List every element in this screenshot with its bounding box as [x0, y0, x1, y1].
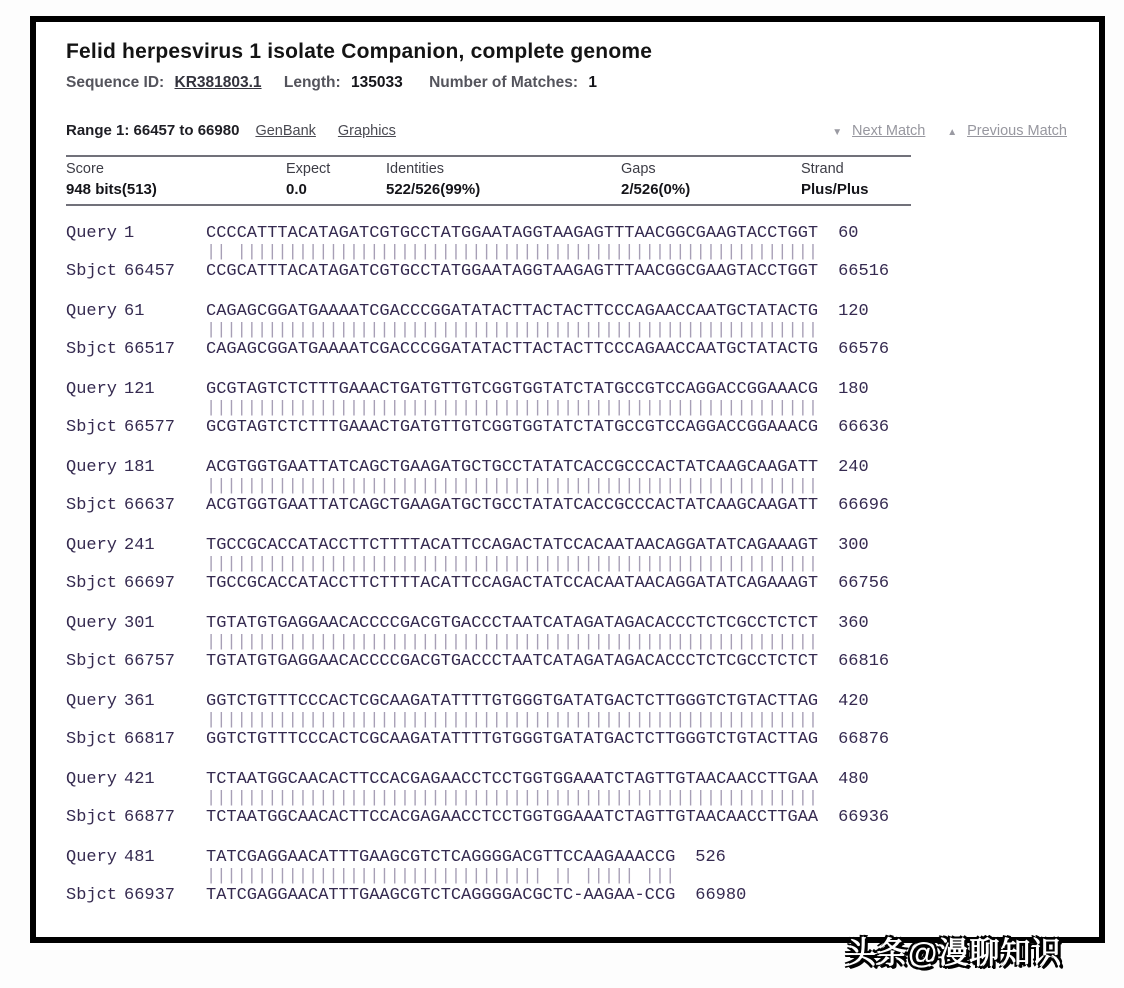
- match-line: ||||||||||||||||||||||||||||||||| || ||||| |||: [206, 867, 676, 886]
- subject-start: 66457: [124, 262, 176, 281]
- query-sequence: GCGTAGTCTCTTTGAAACTGATGTTGTCGGTGGTATCTATGCCGTCCAGGACCGGAAACG: [206, 380, 819, 399]
- gaps-label: Gaps: [621, 161, 656, 177]
- match-row: [66, 321, 1071, 340]
- alignment-block: [66, 770, 1071, 827]
- alignment-block: [66, 302, 1071, 359]
- subject-row: [66, 262, 1071, 281]
- previous-match-link[interactable]: Previous Match: [967, 123, 1067, 139]
- subject-end: 66816: [838, 652, 890, 671]
- subject-row: [66, 730, 1071, 749]
- query-sequence: TGTATGTGAGGAACACCCCGACGTGACCCTAATCATAGATAGACACCCTCTCGCCTCTCT: [206, 614, 819, 633]
- score-value: 948 bits(513): [66, 181, 157, 198]
- query-sequence: TATCGAGGAACATTTGAAGCGTCTCAGGGGACGTTCCAAGAAACCG: [206, 848, 676, 867]
- identities-label: Identities: [386, 161, 445, 177]
- query-end: 526: [695, 848, 726, 867]
- subject-sequence: GCGTAGTCTCTTTGAAACTGATGTTGTCGGTGGTATCTATGCCGTCCAGGACCGGAAACG: [206, 418, 819, 437]
- query-sequence: TGCCGCACCATACCTTCTTTTACATTCCAGACTATCCACAATAACAGGATATCAGAAAGT: [206, 536, 819, 555]
- subject-end: 66756: [838, 574, 890, 593]
- query-label: Query: [66, 302, 118, 321]
- query-start: 481: [124, 848, 155, 867]
- match-row: [66, 555, 1071, 574]
- sequence-id-label: Sequence ID:: [66, 74, 165, 91]
- match-line: ||||||||||||||||||||||||||||||||||||||||||||||||||||||||||||: [206, 555, 819, 574]
- subject-sequence: CCGCATTTACATAGATCGTGCCTATGGAATAGGTAAGAGTTTAACGGCGAAGTACCTGGT: [206, 262, 819, 281]
- alignment-blocks: [66, 224, 1071, 905]
- alignment-block: [66, 380, 1071, 437]
- subject-start: 66517: [124, 340, 176, 359]
- subject-label: Sbjct: [66, 340, 118, 359]
- subject-row: [66, 574, 1071, 593]
- subject-end: 66696: [838, 496, 890, 515]
- score-label: Score: [66, 161, 104, 177]
- query-start: 181: [124, 458, 155, 477]
- subject-sequence: TGTATGTGAGGAACACCCCGACGTGACCCTAATCATAGATAGACACCCTCTCGCCTCTCT: [206, 652, 819, 671]
- match-line: ||||||||||||||||||||||||||||||||||||||||||||||||||||||||||||: [206, 399, 819, 418]
- query-sequence: ACGTGGTGAATTATCAGCTGAAGATGCTGCCTATATCACCGCCCACTATCAAGCAAGATT: [206, 458, 819, 477]
- query-start: 421: [124, 770, 155, 789]
- subject-start: 66637: [124, 496, 176, 515]
- subject-sequence: GGTCTGTTTCCCACTCGCAAGATATTTTGTGGGTGATATGACTCTTGGGTCTGTACTTAG: [206, 730, 819, 749]
- subject-end: 66636: [838, 418, 890, 437]
- subject-start: 66877: [124, 808, 176, 827]
- query-row: [66, 614, 1071, 633]
- match-row: [66, 399, 1071, 418]
- next-match-link[interactable]: Next Match: [852, 123, 926, 139]
- subject-label: Sbjct: [66, 418, 118, 437]
- subject-end: 66980: [695, 886, 747, 905]
- query-end: 480: [838, 770, 869, 789]
- length-value: 135033: [351, 74, 403, 91]
- query-sequence: GGTCTGTTTCCCACTCGCAAGATATTTTGTGGGTGATATGACTCTTGGGTCTGTACTTAG: [206, 692, 819, 711]
- subject-start: 66577: [124, 418, 176, 437]
- match-row: [66, 711, 1071, 730]
- query-end: 120: [838, 302, 869, 321]
- query-row: [66, 458, 1071, 477]
- query-row: [66, 224, 1071, 243]
- alignment-block: [66, 458, 1071, 515]
- alignment-block: [66, 614, 1071, 671]
- subject-end: 66936: [838, 808, 890, 827]
- matches-value: 1: [588, 74, 597, 91]
- query-label: Query: [66, 614, 118, 633]
- subject-end: 66876: [838, 730, 890, 749]
- query-start: 241: [124, 536, 155, 555]
- match-line: ||||||||||||||||||||||||||||||||||||||||||||||||||||||||||||: [206, 633, 819, 652]
- subject-sequence: ACGTGGTGAATTATCAGCTGAAGATGCTGCCTATATCACCGCCCACTATCAAGCAAGATT: [206, 496, 819, 515]
- subject-end: 66516: [838, 262, 890, 281]
- alignment-block: [66, 848, 1071, 905]
- query-label: Query: [66, 536, 118, 555]
- query-end: 300: [838, 536, 869, 555]
- subject-label: Sbjct: [66, 886, 118, 905]
- query-label: Query: [66, 848, 118, 867]
- graphics-link[interactable]: Graphics: [337, 123, 396, 139]
- subject-sequence: TATCGAGGAACATTTGAAGCGTCTCAGGGGACGCTC-AAGAA-CCG: [206, 886, 676, 905]
- expect-value: 0.0: [286, 181, 307, 198]
- subject-start: 66697: [124, 574, 176, 593]
- query-start: 361: [124, 692, 155, 711]
- strand-label: Strand: [801, 161, 844, 177]
- match-row: [66, 867, 1071, 886]
- query-row: [66, 380, 1071, 399]
- query-label: Query: [66, 380, 118, 399]
- identities-value: 522/526(99%): [386, 181, 481, 198]
- match-line: ||||||||||||||||||||||||||||||||||||||||||||||||||||||||||||: [206, 477, 819, 496]
- subject-label: Sbjct: [66, 652, 118, 671]
- matches-label: Number of Matches:: [429, 74, 579, 91]
- subject-row: [66, 418, 1071, 437]
- subject-row: [66, 652, 1071, 671]
- subject-end: 66576: [838, 340, 890, 359]
- query-label: Query: [66, 770, 118, 789]
- query-start: 301: [124, 614, 155, 633]
- query-row: [66, 692, 1071, 711]
- score-summary-table: [66, 155, 911, 206]
- query-sequence: CAGAGCGGATGAAAATCGACCCGGATATACTTACTACTTCCCAGAACCAATGCTATACTG: [206, 302, 819, 321]
- subject-label: Sbjct: [66, 262, 118, 281]
- expect-label: Expect: [286, 161, 331, 177]
- query-label: Query: [66, 224, 118, 243]
- subject-start: 66817: [124, 730, 176, 749]
- query-end: 240: [838, 458, 869, 477]
- alignment-block: [66, 536, 1071, 593]
- subject-start: 66937: [124, 886, 176, 905]
- sequence-id-line: [66, 74, 1071, 92]
- query-end: 60: [838, 224, 859, 243]
- strand-value: Plus/Plus: [801, 181, 869, 198]
- subject-start: 66757: [124, 652, 176, 671]
- match-line: ||||||||||||||||||||||||||||||||||||||||||||||||||||||||||||: [206, 321, 819, 340]
- alignment-block: [66, 692, 1071, 749]
- match-row: [66, 477, 1071, 496]
- range-label: Range 1: 66457 to 66980: [66, 122, 240, 139]
- query-label: Query: [66, 692, 118, 711]
- page-title: Felid herpesvirus 1 isolate Companion, complete genome: [66, 40, 653, 63]
- match-row: [66, 633, 1071, 652]
- match-line: ||||||||||||||||||||||||||||||||||||||||||||||||||||||||||||: [206, 789, 819, 808]
- range-line: [66, 122, 1071, 139]
- subject-sequence: CAGAGCGGATGAAAATCGACCCGGATATACTTACTACTTCCCAGAACCAATGCTATACTG: [206, 340, 819, 359]
- subject-label: Sbjct: [66, 808, 118, 827]
- query-end: 420: [838, 692, 869, 711]
- query-start: 121: [124, 380, 155, 399]
- match-row: [66, 789, 1071, 808]
- query-sequence: TCTAATGGCAACACTTCCACGAGAACCTCCTGGTGGAAATCTAGTTGTAACAACCTTGAA: [206, 770, 819, 789]
- query-end: 360: [838, 614, 869, 633]
- gaps-value: 2/526(0%): [621, 181, 691, 198]
- query-sequence: CCCCATTTACATAGATCGTGCCTATGGAATAGGTAAGAGTTTAACGGCGAAGTACCTGGT: [206, 224, 819, 243]
- genbank-link[interactable]: GenBank: [255, 123, 316, 139]
- match-row: [66, 243, 1071, 262]
- blast-result-panel: [30, 16, 1105, 943]
- match-line: ||||||||||||||||||||||||||||||||||||||||||||||||||||||||||||: [206, 711, 819, 730]
- query-row: [66, 770, 1071, 789]
- query-row: [66, 848, 1071, 867]
- query-end: 180: [838, 380, 869, 399]
- subject-row: [66, 886, 1071, 905]
- previous-match-icon: ▲: [947, 127, 958, 138]
- length-label: Length:: [283, 74, 341, 91]
- subject-label: Sbjct: [66, 496, 118, 515]
- watermark: 头条@漫聊知识: [846, 937, 1063, 970]
- subject-sequence: TCTAATGGCAACACTTCCACGAGAACCTCCTGGTGGAAATCTAGTTGTAACAACCTTGAA: [206, 808, 819, 827]
- subject-label: Sbjct: [66, 574, 118, 593]
- sequence-id-link[interactable]: KR381803.1: [174, 74, 262, 91]
- alignment-block: [66, 224, 1071, 281]
- query-row: [66, 302, 1071, 321]
- query-start: 1: [124, 224, 135, 243]
- subject-row: [66, 496, 1071, 515]
- next-match-icon: ▼: [832, 127, 843, 138]
- query-start: 61: [124, 302, 145, 321]
- query-row: [66, 536, 1071, 555]
- match-line: || |||||||||||||||||||||||||||||||||||||||||||||||||||||||||: [206, 243, 819, 262]
- subject-sequence: TGCCGCACCATACCTTCTTTTACATTCCAGACTATCCACAATAACAGGATATCAGAAAGT: [206, 574, 819, 593]
- subject-row: [66, 340, 1071, 359]
- subject-row: [66, 808, 1071, 827]
- query-label: Query: [66, 458, 118, 477]
- subject-label: Sbjct: [66, 730, 118, 749]
- match-navigation: [818, 122, 1071, 139]
